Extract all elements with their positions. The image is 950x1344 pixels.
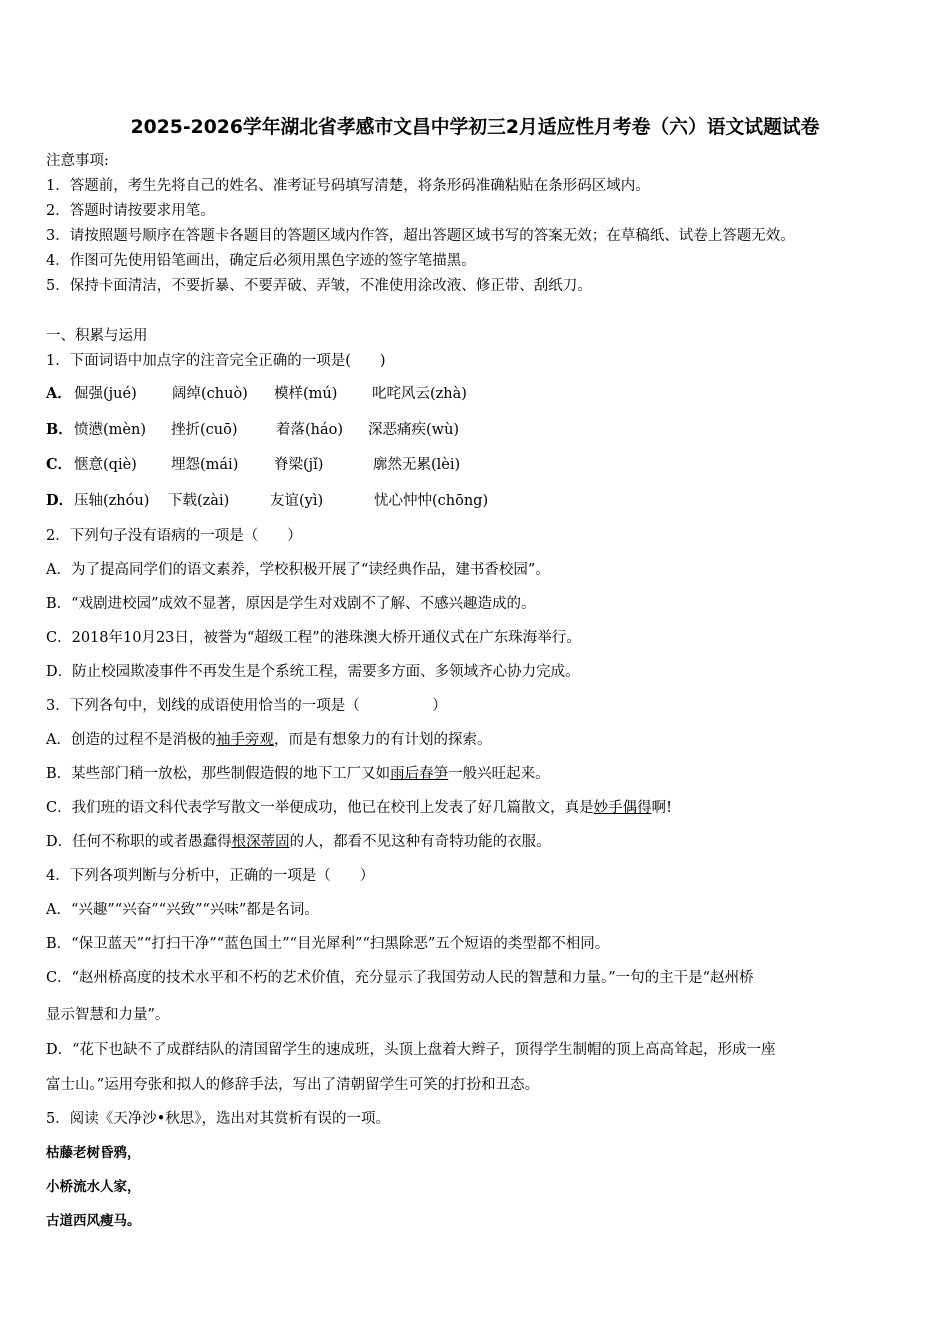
notice-heading: 注意事项:: [46, 153, 109, 169]
q3-option-c: [46, 798, 672, 818]
q3-option-a-idiom: 袖手旁观: [215, 732, 274, 748]
poem-line: 小桥流水人家，: [46, 1179, 141, 1195]
q1-option-d-label: D．: [46, 492, 74, 509]
q1-option-a-label: A．: [46, 385, 72, 402]
q1-option-a-word: 倔强(jué): [74, 386, 137, 402]
q3-option-b-text: B．某些部门稍一放松，那些制假造假的地下工厂又如: [46, 766, 391, 782]
q1-option-c-word: 惬意(qiè): [74, 457, 137, 473]
q1-option-b-word: 着落(háo): [276, 422, 344, 438]
q1-option-a-word: 阔绰(chuò): [172, 386, 248, 402]
q3-option-b: [46, 764, 550, 784]
q1-option-d-word: 压轴(zhóu): [74, 493, 150, 509]
q1-option-a-word: 模样(mú): [274, 386, 338, 402]
q4-option-a: A．“兴趣”“兴奋”“兴致”“兴味”都是名词。: [46, 902, 319, 918]
q3-option-b-idiom: 雨后春笋: [390, 766, 449, 782]
question-2-stem: 2．下列句子没有语病的一项是（ ）: [46, 528, 302, 544]
q4-option-c-continued: 显示智慧和力量”。: [46, 1007, 170, 1023]
q1-option-b-word: 愤懑(mèn): [74, 422, 146, 438]
q3-option-b-text: 一般兴旺起来。: [448, 766, 550, 782]
q2-option-c: C．2018年10月23日，被誉为“超级工程”的港珠澳大桥开通仪式在广东珠海举行。: [46, 630, 581, 646]
page-title: 2025-2026学年湖北省孝感市文昌中学初三2月适应性月考卷（六）语文试题试卷: [130, 117, 820, 138]
q1-option-d-word: 下载(zài): [168, 493, 230, 509]
q1-option-a-word: 叱咤风云(zhà): [372, 386, 467, 402]
q3-option-a-text: ，而是有想象力的有计划的探索。: [273, 732, 492, 748]
notice-item-4: 4．作图可先使用铅笔画出，确定后必须用黑色字迹的签字笔描黑。: [46, 253, 476, 269]
q3-option-a: [46, 730, 491, 750]
q3-option-d: [46, 832, 551, 852]
poem-line: 枯藤老树昏鸦，: [46, 1145, 141, 1161]
q1-option-b-word: 深恶痛疾(wù): [368, 422, 460, 438]
q1-option-c-label: C．: [46, 456, 73, 473]
question-1-stem: 1．下面词语中加点字的注音完全正确的一项是( ): [46, 353, 386, 369]
question-3-stem: 3．下列各句中，划线的成语使用恰当的一项是（ ）: [46, 698, 447, 714]
q4-option-c: C．“赵州桥高度的技术水平和不朽的艺术价值，充分显示了我国劳动人民的智慧和力量。”一句的主干是“赵州桥: [46, 970, 754, 986]
q2-option-d: D．防止校园欺凌事件不再发生是个系统工程，需要多方面、多领域齐心协力完成。: [46, 664, 580, 680]
q1-option-d-word: 忧心忡忡(chōng): [374, 493, 489, 509]
q3-option-d-idiom: 根深蒂固: [231, 834, 290, 850]
q1-option-c-word: 脊梁(jǐ): [274, 457, 324, 473]
notice-item-3: 3．请按照题号顺序在答题卡各题目的答题区域内作答，超出答题区域书写的答案无效；在草稿纸、试卷上答题无效。: [46, 228, 795, 244]
notice-item-2: 2．答题时请按要求用笔。: [46, 203, 215, 219]
q3-option-c-idiom: 妙手偶得: [593, 800, 652, 816]
q4-option-b: B．“保卫蓝天”“打扫干净”“蓝色国土”“目光犀利”“扫黑除恶”五个短语的类型都不相同。: [46, 936, 610, 952]
q1-option-d-word: 友谊(yì): [270, 493, 324, 509]
q3-option-d-text: 的人，都看不见这种有奇特功能的衣服。: [289, 834, 551, 850]
notice-item-1: 1．答题前，考生先将自己的姓名、准考证号码填写清楚，将条形码准确粘贴在条形码区域内。: [46, 178, 650, 194]
q3-option-a-text: A．创造的过程不是消极的: [46, 732, 216, 748]
q2-option-b: B．“戏剧进校园”成效不显著，原因是学生对戏剧不了解、不感兴趣造成的。: [46, 596, 536, 612]
q1-option-b-word: 挫折(cuō): [171, 422, 238, 438]
section-heading: 一、积累与运用: [46, 328, 148, 344]
q1-option-c-word: 廓然无累(lèi): [373, 457, 461, 473]
q2-option-a: A．为了提高同学们的语文素养，学校积极开展了“读经典作品，建书香校园”。: [46, 562, 550, 578]
q3-option-c-text: C．我们班的语文科代表学写散文一举便成功，他已在校刊上发表了好几篇散文，真是: [46, 800, 594, 816]
notice-item-5: 5．保持卡面清洁，不要折暴、不要弄破、弄皱，不准使用涂改液、修正带、刮纸刀。: [46, 278, 592, 294]
q4-option-d: D．“花下也缺不了成群结队的清国留学生的速成班，头顶上盘着大辫子，顶得学生制帽的顶上高高耸起，形成一座: [46, 1042, 776, 1058]
poem-line: 古道西风瘦马。: [46, 1213, 141, 1229]
q3-option-d-text: D．任何不称职的或者愚蠢得: [46, 834, 232, 850]
q3-option-c-text: 啊!: [651, 800, 672, 816]
q1-option-c-word: 埋怨(mái): [171, 457, 239, 473]
question-4-stem: 4．下列各项判断与分析中，正确的一项是（ ）: [46, 868, 375, 884]
question-5-stem: 5．阅读《天净沙•秋思》，选出对其赏析有误的一项。: [46, 1111, 391, 1127]
q1-option-b-label: B．: [46, 421, 73, 438]
q4-option-d-continued: 富士山。”运用夸张和拟人的修辞手法，写出了清朝留学生可笑的打扮和丑态。: [46, 1077, 540, 1093]
